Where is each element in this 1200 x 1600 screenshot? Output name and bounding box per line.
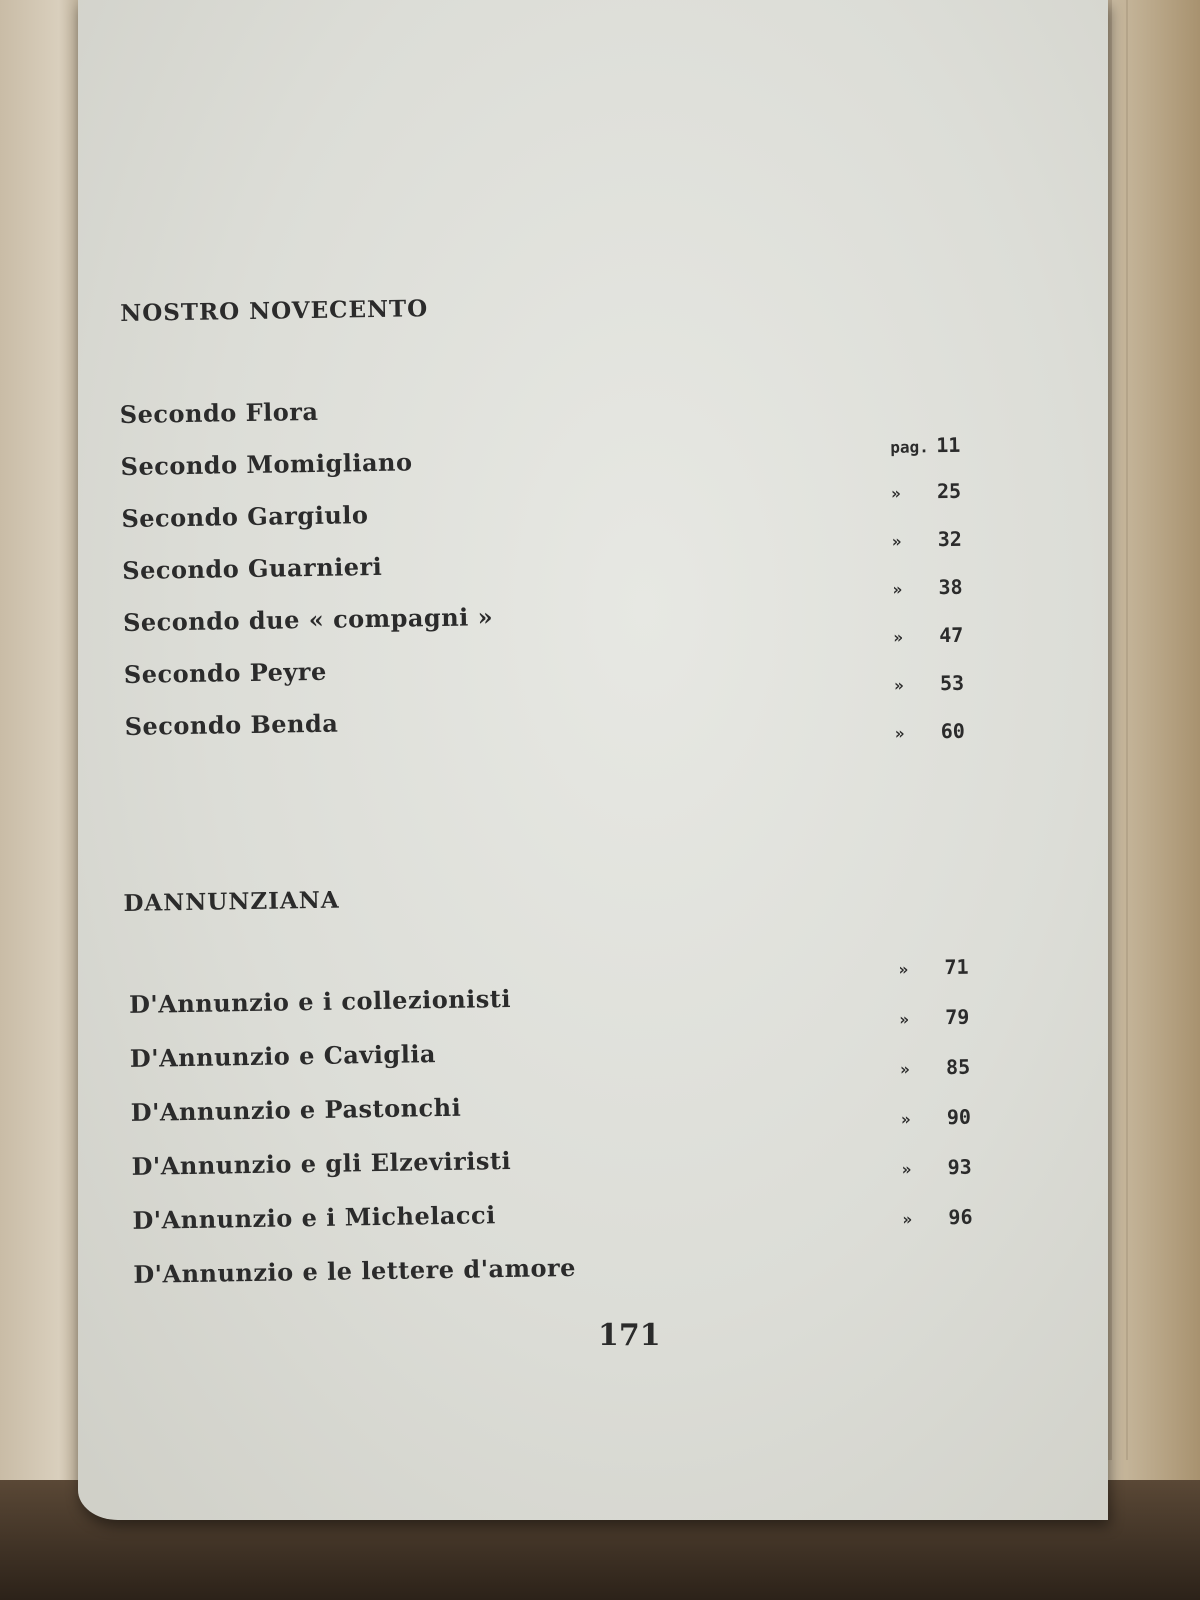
toc-entry-page bbox=[852, 527, 962, 553]
toc-entry-title: Secondo Flora bbox=[119, 396, 319, 429]
toc-entry-title: Secondo due « compagni » bbox=[122, 602, 494, 637]
page-marker: » bbox=[899, 1059, 910, 1079]
page-marker: pag. bbox=[890, 437, 929, 457]
page-marker: » bbox=[900, 1109, 911, 1129]
page-marker: » bbox=[892, 579, 903, 599]
toc-entry-title: D'Annunzio e Pastonchi bbox=[130, 1092, 462, 1127]
toc-entry-title: Secondo Gargiulo bbox=[121, 500, 369, 533]
toc-entry-page bbox=[854, 671, 964, 697]
toc-entry bbox=[122, 526, 963, 596]
page-value: 11 bbox=[936, 432, 961, 458]
page-value: 96 bbox=[948, 1204, 973, 1230]
toc-entry bbox=[120, 387, 961, 440]
section-title-nostro-novecento: NOSTRO NOVECENTO bbox=[119, 295, 429, 327]
toc-entry-title: Secondo Peyre bbox=[123, 656, 327, 689]
toc-entry bbox=[129, 1004, 971, 1084]
toc-entry-title: D'Annunzio e le lettere d'amore bbox=[133, 1252, 577, 1289]
book-page bbox=[78, 0, 1108, 1520]
page-value: 93 bbox=[947, 1154, 972, 1180]
toc-entry-page bbox=[853, 623, 963, 649]
page-marker: » bbox=[893, 675, 904, 695]
toc-entry-page bbox=[858, 955, 968, 981]
toc-entry bbox=[128, 954, 970, 1030]
toc-entry bbox=[122, 574, 964, 648]
toc-entry-title: Secondo Benda bbox=[124, 708, 339, 741]
page-value: 47 bbox=[939, 622, 964, 648]
page-value: 71 bbox=[944, 954, 969, 980]
page-marker: » bbox=[901, 1159, 912, 1179]
toc-entry-page bbox=[862, 1205, 972, 1231]
toc-entry-title: D'Annunzio e i Michelacci bbox=[132, 1200, 496, 1235]
page-value: 38 bbox=[938, 574, 963, 600]
page-marker: » bbox=[902, 1209, 913, 1229]
toc-entry-page bbox=[855, 719, 965, 745]
page-value: 79 bbox=[945, 1004, 970, 1030]
toc-entry-page bbox=[862, 1155, 972, 1181]
page-marker: » bbox=[898, 959, 909, 979]
toc-entry-page bbox=[852, 575, 962, 601]
left-page-edge bbox=[0, 0, 84, 1600]
toc-entry-title: D'Annunzio e gli Elzeviristi bbox=[131, 1145, 512, 1181]
toc-entry bbox=[120, 432, 961, 492]
page-value: 32 bbox=[937, 526, 963, 552]
page-value: 85 bbox=[945, 1054, 971, 1080]
toc-entry-title: Secondo Guarnieri bbox=[122, 551, 383, 585]
toc-entry-page bbox=[861, 1105, 971, 1131]
page-value: 90 bbox=[946, 1104, 972, 1130]
page-value: 60 bbox=[940, 718, 966, 744]
page-marker: » bbox=[894, 723, 905, 743]
page-marker: » bbox=[891, 531, 902, 551]
page-value: 53 bbox=[939, 670, 965, 696]
toc-entry-title: Secondo Momigliano bbox=[120, 447, 413, 481]
page-marker: » bbox=[890, 483, 901, 503]
toc-entry-title: D'Annunzio e i collezionisti bbox=[128, 983, 512, 1019]
toc-entry bbox=[121, 478, 962, 544]
toc-entry-page bbox=[851, 479, 961, 505]
table-of-contents bbox=[118, 287, 973, 1289]
page-marker: » bbox=[899, 1009, 910, 1029]
toc-entry-page bbox=[850, 433, 960, 459]
right-page-stack bbox=[1100, 0, 1200, 1600]
page-marker: » bbox=[893, 627, 904, 647]
section-title-dannunziana: DANNUNZIANA bbox=[123, 886, 340, 917]
page-value: 25 bbox=[936, 478, 962, 504]
toc-entry-page bbox=[860, 1055, 970, 1081]
page-number: 171 bbox=[598, 1318, 661, 1353]
toc-entry bbox=[123, 622, 965, 700]
toc-entry-page bbox=[859, 1005, 969, 1031]
toc-entry-title: D'Annunzio e Caviglia bbox=[129, 1039, 437, 1073]
